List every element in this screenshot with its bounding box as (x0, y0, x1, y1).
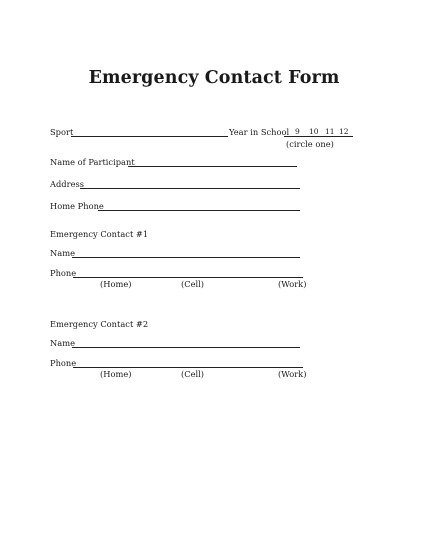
contact-1-work-type: (Work) (278, 279, 307, 289)
year-option-10[interactable]: 10 (309, 127, 319, 136)
contact-1-phone-label: Phone (50, 268, 77, 278)
participant-name-field-line[interactable] (128, 166, 297, 167)
contact-1-home-type: (Home) (100, 279, 132, 289)
participant-name-label: Name of Participant (50, 157, 135, 167)
contact-1-name-label: Name (50, 248, 75, 258)
form-title: Emergency Contact Form (88, 68, 340, 88)
year-in-school-label: Year in School (229, 127, 290, 137)
year-option-12[interactable]: 12 (339, 127, 349, 136)
contact-1-phone-field-line[interactable] (73, 277, 303, 278)
contact-2-work-type: (Work) (278, 369, 307, 379)
year-option-11[interactable]: 11 (325, 127, 335, 136)
year-option-9[interactable]: 9 (295, 127, 300, 136)
contact-2-phone-label: Phone (50, 358, 77, 368)
circle-one-hint: (circle one) (286, 139, 334, 149)
contact-1-heading: Emergency Contact #1 (50, 229, 149, 239)
home-phone-label: Home Phone (50, 201, 104, 211)
contact-2-heading: Emergency Contact #2 (50, 319, 149, 329)
sport-field-line[interactable] (71, 136, 228, 137)
address-label: Address (50, 179, 85, 189)
sport-label: Sport (50, 127, 74, 137)
home-phone-field-line[interactable] (98, 210, 300, 211)
address-field-line[interactable] (80, 188, 300, 189)
contact-2-name-label: Name (50, 338, 75, 348)
contact-1-cell-type: (Cell) (181, 279, 205, 289)
contact-1-name-field-line[interactable] (72, 257, 300, 258)
contact-2-phone-field-line[interactable] (73, 367, 303, 368)
contact-2-cell-type: (Cell) (181, 369, 205, 379)
contact-2-home-type: (Home) (100, 369, 132, 379)
contact-2-name-field-line[interactable] (72, 347, 300, 348)
